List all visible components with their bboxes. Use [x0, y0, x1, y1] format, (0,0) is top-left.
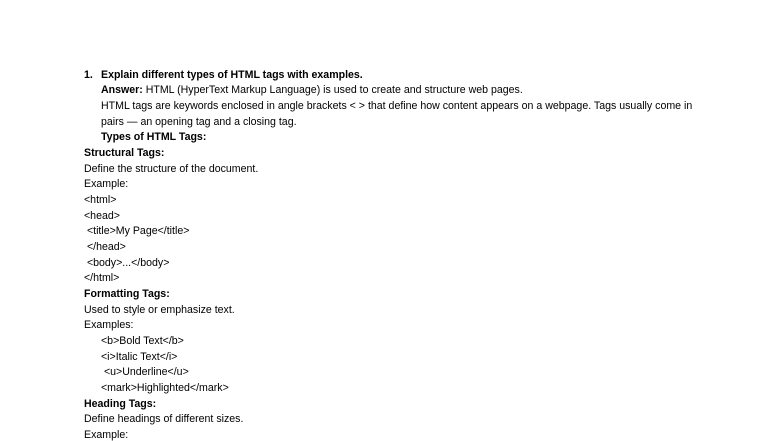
- description-line-2: pairs — an opening tag and a closing tag.: [101, 116, 297, 128]
- structural-heading: Structural Tags:: [84, 147, 165, 159]
- heading-tags-heading: Heading Tags:: [84, 398, 157, 410]
- structural-code-line: <body>...</body>: [84, 257, 170, 269]
- formatting-description: Used to style or emphasize text.: [84, 304, 235, 316]
- structural-code-line: <title>My Page</title>: [84, 225, 190, 237]
- structural-code-line: </head>: [84, 241, 126, 253]
- structural-code-line: </html>: [84, 272, 120, 284]
- structural-description: Define the structure of the document.: [84, 163, 259, 175]
- formatting-code-line: <i>Italic Text</i>: [101, 351, 178, 363]
- formatting-code-line: <mark>Highlighted</mark>: [101, 382, 229, 394]
- formatting-code-line: <u>Underline</u>: [101, 366, 189, 378]
- structural-code-line: <head>: [84, 210, 120, 222]
- heading-tags-description: Define headings of different sizes.: [84, 413, 244, 425]
- answer-text: HTML (HyperText Markup Language) is used to create and structure web pages.: [142, 84, 523, 96]
- question-title: Explain different types of HTML tags with examples.: [101, 69, 363, 81]
- description-line-1: HTML tags are keywords enclosed in angle brackets < > that define how content appears on a webpage. Tags usually come in: [101, 100, 693, 112]
- answer-line: [101, 82, 523, 98]
- structural-example-label: Example:: [84, 178, 129, 190]
- question-number: 1.: [84, 69, 93, 81]
- structural-code-line: <html>: [84, 194, 117, 206]
- formatting-example-label: Examples:: [84, 319, 134, 331]
- types-heading: Types of HTML Tags:: [101, 131, 207, 143]
- answer-label: Answer:: [101, 84, 143, 96]
- heading-tags-example-label: Example:: [84, 429, 129, 441]
- formatting-heading: Formatting Tags:: [84, 288, 170, 300]
- formatting-code-line: <b>Bold Text</b>: [101, 335, 184, 347]
